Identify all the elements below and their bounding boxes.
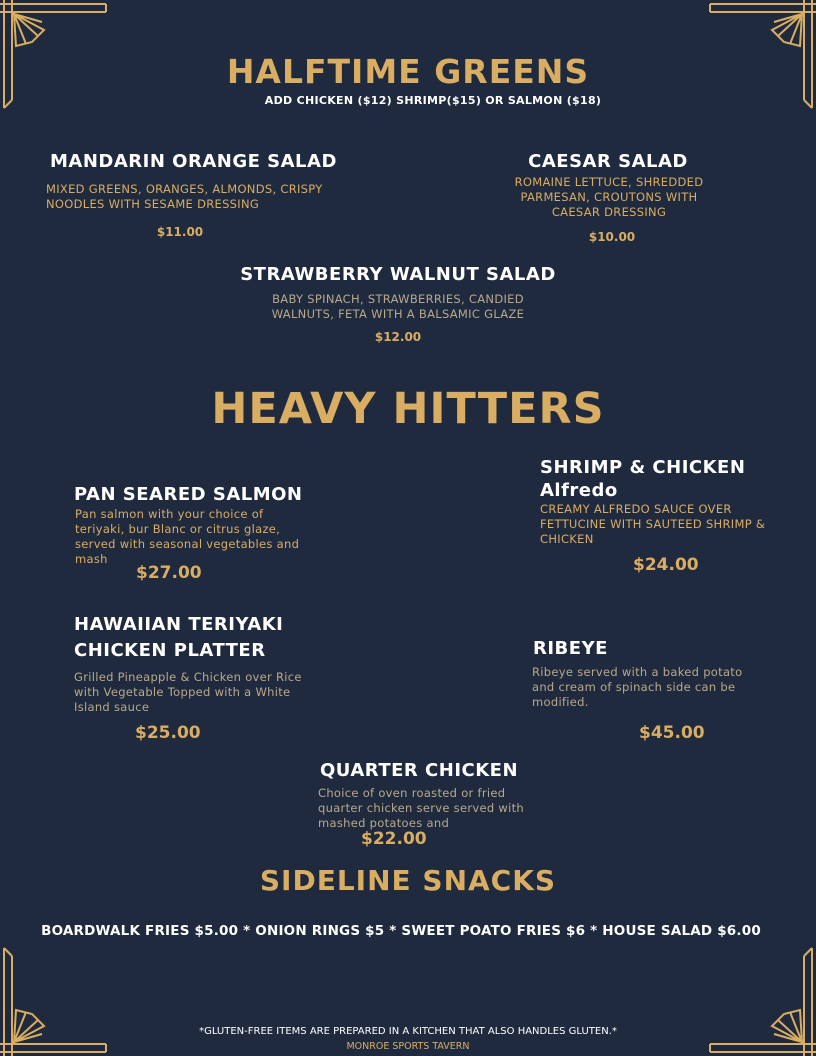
restaurant-name: MONROE SPORTS TAVERN (346, 1041, 470, 1052)
item-desc-mandarin-orange-salad: MIXED GREENS, ORANGES, ALMONDS, CRISPY NOODLES WITH SESAME DRESSING (46, 182, 323, 211)
item-desc-ribeye: Ribeye served with a baked potato and cream of spinach side can be modified. (532, 665, 743, 709)
sideline-snacks-list: BOARDWALK FRIES $5.00 * ONION RINGS $5 * SWEET POATO FRIES $6 * HOUSE SALAD $6.00 (41, 923, 761, 939)
item-name-shrimp-chicken-alfredo: SHRIMP & CHICKEN Alfredo (540, 457, 746, 501)
item-name-ribeye: RIBEYE (533, 638, 608, 659)
item-price-quarter-chicken: $22.00 (361, 829, 427, 849)
item-price-caesar-salad: $10.00 (588, 230, 636, 244)
item-desc-pan-seared-salmon: Pan salmon with your choice of teriyaki, bur Blanc or citrus glaze, served with seasonal vegetables and mash (75, 507, 300, 566)
item-desc-strawberry-walnut-salad: BABY SPINACH, STRAWBERRIES, CANDIED WALNUTS, FETA WITH A BALSAMIC GLAZE (271, 292, 525, 321)
item-desc-caesar-salad: ROMAINE LETTUCE, SHREDDED PARMESAN, CROUTONS WITH CAESAR DRESSING (514, 175, 704, 219)
section-title-sideline-snacks: SIDELINE SNACKS (259, 864, 557, 897)
item-price-ribeye: $45.00 (639, 723, 705, 743)
item-desc-shrimp-chicken-alfredo: CREAMY ALFREDO SAUCE OVER FETTUCINE WITH SAUTEED SHRIMP & CHICKEN (540, 502, 766, 546)
item-price-shrimp-chicken-alfredo: $24.00 (633, 555, 699, 575)
item-price-hawaiian-teriyaki-chicken-platter: $25.00 (135, 723, 201, 743)
corner-ornament-bottom-right (706, 946, 816, 1056)
item-price-pan-seared-salmon: $27.00 (136, 563, 202, 583)
item-desc-quarter-chicken: Choice of oven roasted or fried quarter chicken serve served with mashed potatoes and (318, 786, 524, 830)
item-price-mandarin-orange-salad: $11.00 (156, 225, 204, 239)
item-name-strawberry-walnut-salad: STRAWBERRY WALNUT SALAD (240, 264, 556, 285)
gluten-disclaimer: *GLUTEN-FREE ITEMS ARE PREPARED IN A KITCHEN THAT ALSO HANDLES GLUTEN.* (199, 1026, 617, 1037)
item-name-pan-seared-salmon: PAN SEARED SALMON (74, 484, 303, 505)
item-name-quarter-chicken: QUARTER CHICKEN (320, 760, 519, 781)
section-title-heavy-hitters: HEAVY HITTERS (211, 384, 605, 434)
halftime-subtitle: ADD CHICKEN ($12) SHRIMP($15) OR SALMON ($18) (264, 94, 602, 107)
item-name-caesar-salad: CAESAR SALAD (528, 151, 688, 172)
section-title-halftime-greens: HALFTIME GREENS (226, 52, 590, 91)
item-desc-hawaiian-teriyaki-chicken-platter: Grilled Pineapple & Chicken over Rice with Vegetable Topped with a White Island sauce (74, 670, 302, 714)
corner-ornament-bottom-left (0, 946, 110, 1056)
item-name-hawaiian-teriyaki-chicken-platter: HAWAIIAN TERIYAKI CHICKEN PLATTER (74, 614, 284, 661)
item-price-strawberry-walnut-salad: $12.00 (374, 330, 422, 344)
item-name-mandarin-orange-salad: MANDARIN ORANGE SALAD (50, 151, 337, 172)
